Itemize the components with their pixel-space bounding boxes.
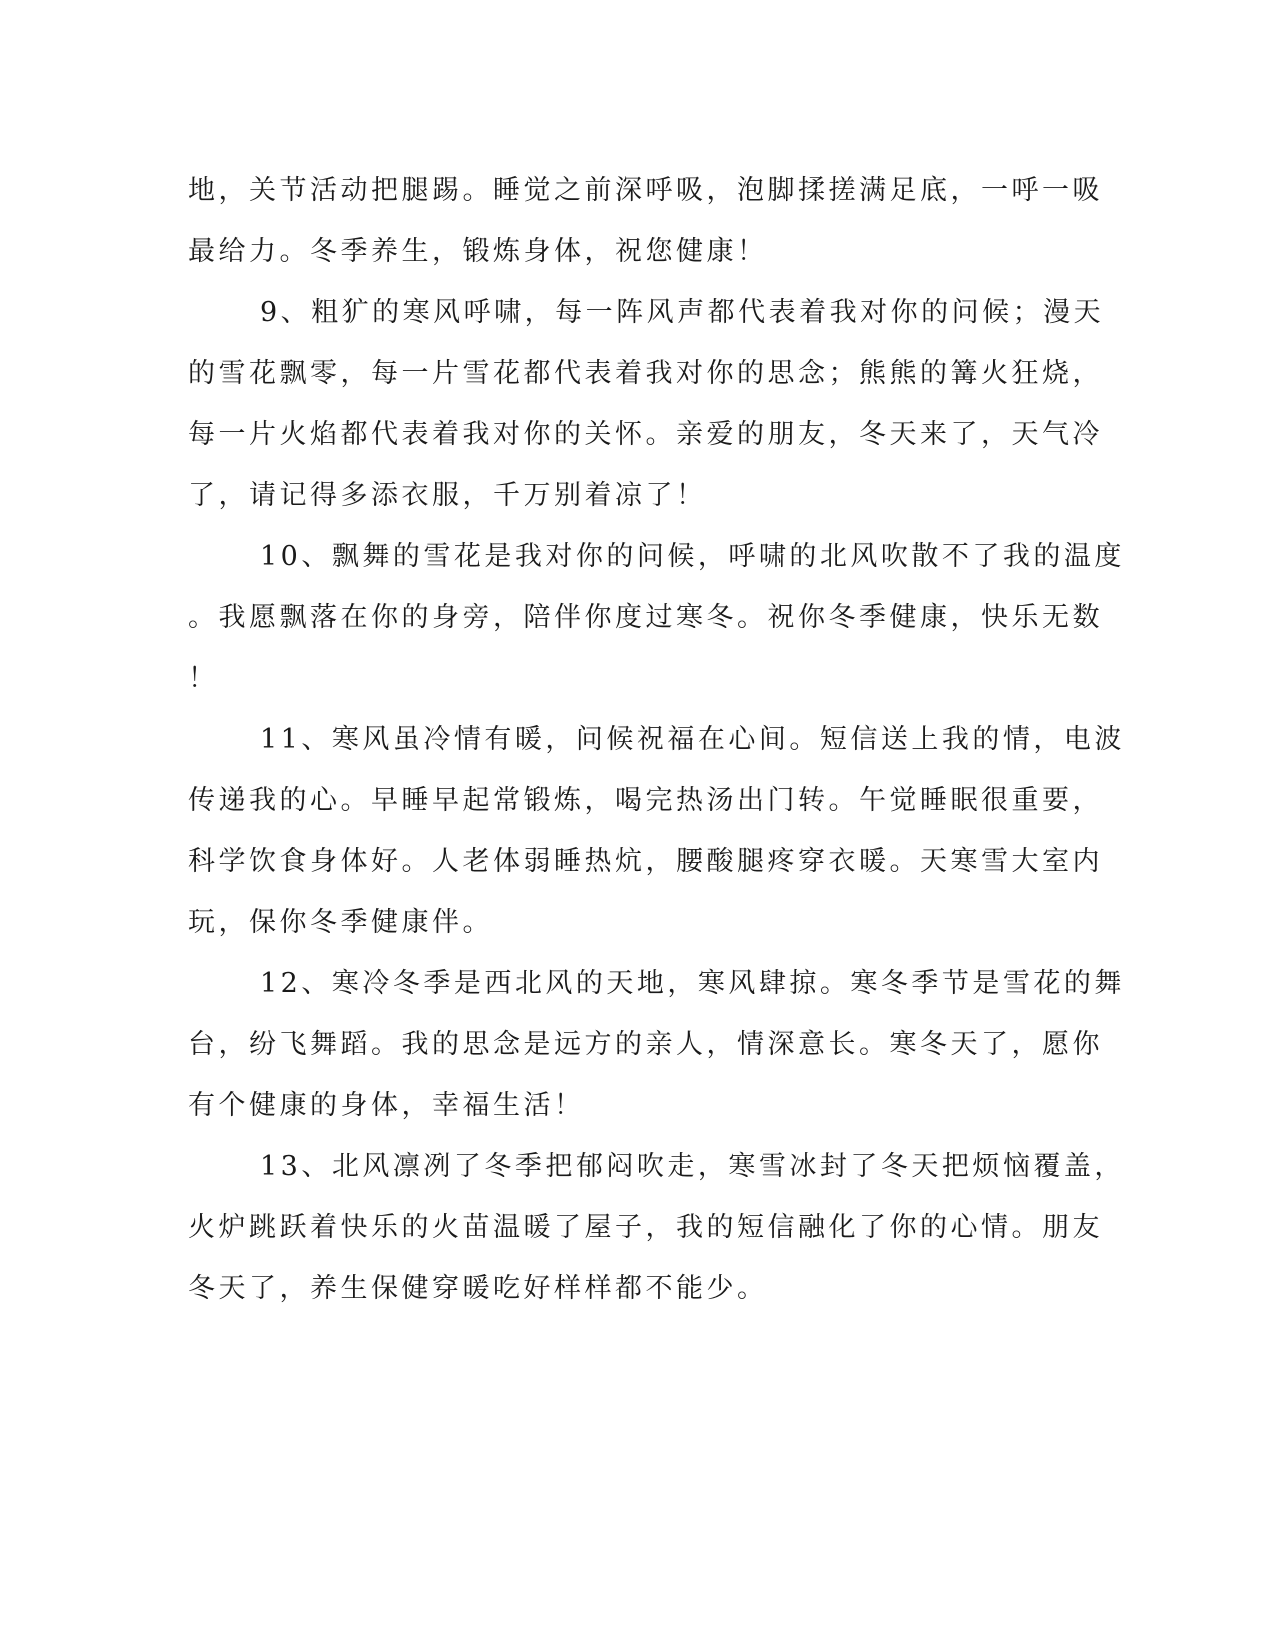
paragraph-start-line: 9、粗犷的寒风呼啸，每一阵风声都代表着我对你的问候；漫天 bbox=[260, 297, 1105, 328]
text-line: 每一片火焰都代表着我对你的关怀。亲爱的朋友，冬天来了，天气冷 bbox=[188, 419, 1103, 450]
text-line: 有个健康的身体，幸福生活！ bbox=[188, 1090, 585, 1121]
text-line: 了，请记得多添衣服，千万别着凉了！ bbox=[188, 480, 707, 511]
text-line: 科学饮食身体好。人老体弱睡热炕，腰酸腿疼穿衣暖。天寒雪大室内 bbox=[188, 846, 1103, 877]
text-line: 最给力。冬季养生，锻炼身体，祝您健康！ bbox=[188, 236, 768, 267]
paragraph-start-line: 10、飘舞的雪花是我对你的问候，呼啸的北风吹散不了我的温度 bbox=[260, 541, 1125, 572]
text-line: 传递我的心。早睡早起常锻炼，喝完热汤出门转。午觉睡眠很重要， bbox=[188, 785, 1103, 816]
text-line: 冬天了，养生保健穿暖吃好样样都不能少。 bbox=[188, 1273, 768, 1304]
text-line: 火炉跳跃着快乐的火苗温暖了屋子，我的短信融化了你的心情。朋友 bbox=[188, 1212, 1103, 1243]
text-line: 的雪花飘零，每一片雪花都代表着我对你的思念；熊熊的篝火狂烧， bbox=[188, 358, 1103, 389]
text-line: ！ bbox=[188, 663, 219, 694]
document-body bbox=[188, 160, 1125, 1319]
paragraph-start-line: 13、北风凛冽了冬季把郁闷吹走，寒雪冰封了冬天把烦恼覆盖， bbox=[260, 1151, 1125, 1182]
text-line: 。我愿飘落在你的身旁，陪伴你度过寒冬。祝你冬季健康，快乐无数 bbox=[188, 602, 1103, 633]
text-line: 玩，保你冬季健康伴。 bbox=[188, 907, 493, 938]
paragraph-start-line: 11、寒风虽冷情有暖，问候祝福在心间。短信送上我的情，电波 bbox=[260, 724, 1125, 755]
text-line: 台，纷飞舞蹈。我的思念是远方的亲人，情深意长。寒冬天了，愿你 bbox=[188, 1029, 1103, 1060]
paragraph-start-line: 12、寒冷冬季是西北风的天地，寒风肆掠。寒冬季节是雪花的舞 bbox=[260, 968, 1125, 999]
text-line: 地，关节活动把腿踢。睡觉之前深呼吸，泡脚揉搓满足底，一呼一吸 bbox=[188, 175, 1103, 206]
